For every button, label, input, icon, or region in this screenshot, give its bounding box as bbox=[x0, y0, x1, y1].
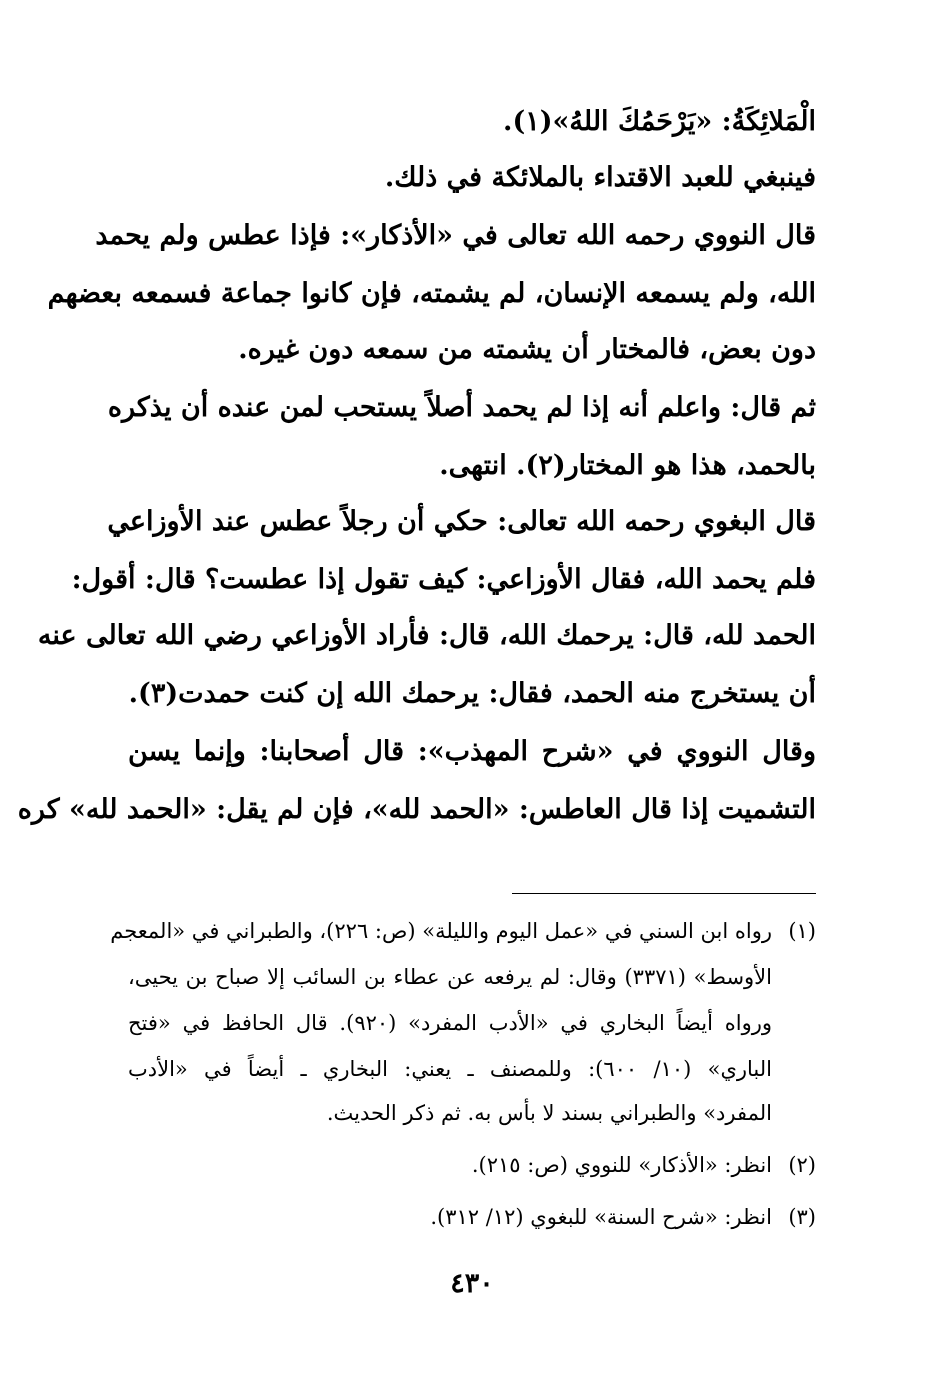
footnote-line bbox=[128, 1054, 816, 1088]
footnote-text: انظر: «الأذكار» للنووي (ص: ٢١٥). bbox=[471, 1153, 772, 1177]
footnote-text: ورواه أيضاً البخاري في «الأدب المفرد» (٩٢٠). قال الحافظ في «فتح bbox=[128, 1011, 772, 1035]
body-line: فلم يحمد الله، فقال الأوزاعي: كيف تقول إذا عطست؟ قال: أقول: bbox=[71, 564, 816, 595]
footnote-line bbox=[128, 1150, 816, 1184]
footnote-label: (١) bbox=[788, 919, 816, 943]
body-line: وقال النووي في «شرح المهذب»: قال أصحابنا: وإنما يسن bbox=[128, 736, 816, 767]
body-line: بالحمد، هذا هو المختار(٢). انتهى. bbox=[439, 450, 816, 481]
body-line: الْمَلائِكَةُ: «يَرْحَمُكَ اللهُ»(١). bbox=[503, 106, 816, 137]
footnote-line bbox=[128, 1098, 816, 1132]
page-number: ٤٣٠ bbox=[450, 1268, 494, 1299]
body-line: الحمد لله، قال: يرحمك الله، قال: فأراد الأوزاعي رضي الله تعالى عنه bbox=[37, 620, 816, 651]
footnote-line bbox=[110, 916, 816, 950]
footnote-text: رواه ابن السني في «عمل اليوم والليلة» (ص: ٢٢٦)، والطبراني في «المعجم bbox=[110, 919, 772, 943]
footnote-line bbox=[128, 1202, 816, 1236]
body-line: أن يستخرج منه الحمد، فقال: يرحمك الله إن كنت حمدت(٣). bbox=[128, 678, 816, 709]
body-line: فينبغي للعبد الاقتداء بالملائكة في ذلك. bbox=[384, 162, 816, 193]
footnote-separator bbox=[512, 893, 816, 894]
footnote-label: (٢) bbox=[788, 1153, 816, 1177]
footnote-text: انظر: «شرح السنة» للبغوي (١٢/ ٣١٢). bbox=[430, 1205, 772, 1229]
footnote-text: الباري» (١٠/ ٦٠٠): وللمصنف ـ يعني: البخاري ـ أيضاً في «الأدب bbox=[128, 1057, 772, 1081]
body-line: قال البغوي رحمه الله تعالى: حكي أن رجلاً عطس عند الأوزاعي bbox=[107, 506, 816, 537]
footnote-text: المفرد» والطبراني بسند لا بأس به. ثم ذكر الحديث. bbox=[326, 1101, 772, 1125]
footnote-label: (٣) bbox=[788, 1205, 816, 1229]
body-line: ثم قال: واعلم أنه إذا لم يحمد أصلاً يستحب لمن عنده أن يذكره bbox=[107, 392, 816, 423]
footnote-line bbox=[128, 1008, 816, 1042]
footnote-text: الأوسط» (٣٣٧١) وقال: لم يرفعه عن عطاء بن السائب إلا صباح بن يحيى، bbox=[128, 965, 772, 989]
body-line: التشميت إذا قال العاطس: «الحمد لله»، فإن لم يقل: «الحمد لله» كره bbox=[17, 794, 816, 825]
footnote-line bbox=[128, 962, 816, 996]
body-line: الله، ولم يسمعه الإنسان، لم يشمته، فإن كانوا جماعة فسمعه بعضهم bbox=[47, 278, 816, 309]
body-line: قال النووي رحمه الله تعالى في «الأذكار»: فإذا عطس ولم يحمد bbox=[95, 220, 816, 251]
body-line: دون بعض، فالمختار أن يشمته من سمعه دون غيره. bbox=[238, 334, 816, 365]
